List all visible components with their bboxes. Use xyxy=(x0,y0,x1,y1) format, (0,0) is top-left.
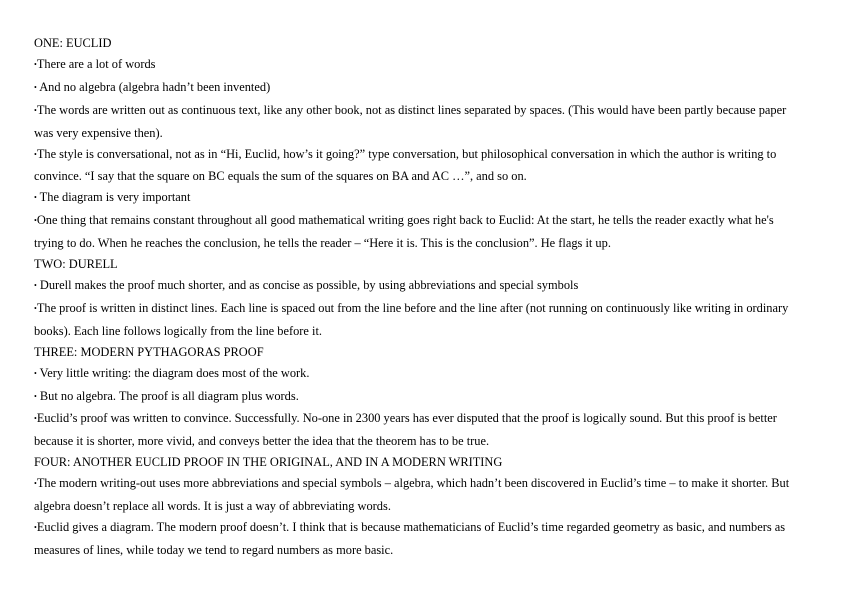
section-heading: THREE: MODERN PYTHAGORAS PROOF xyxy=(34,344,264,359)
bullet-text: Very little writing: the diagram does most of the work. xyxy=(36,365,310,380)
document-page xyxy=(34,33,804,561)
bullet-icon: • xyxy=(34,391,37,401)
bullet-icon: • xyxy=(34,105,37,115)
bullet-icon: • xyxy=(34,59,37,69)
bullet-text: One thing that remains constant throughout all good mathematical writing goes right back to Euclid: At the start, he tells the reader exactly what he's trying to do. When he reaches the conclusion, he tells the reader – “Here it is. This is the conclusion”. He flags it up. xyxy=(34,213,774,251)
bullet-item xyxy=(34,100,804,144)
bullet-text: The style is conversational, not as in “Hi, Euclid, how’s it going?” type conversation, but philosophical conversation in which the author is writing to convince. “I say that the square on BC equals the sum of the squares on BA and AC …”, and so on. xyxy=(34,146,777,184)
bullet-icon: • xyxy=(34,280,37,290)
bullet-text: But no algebra. The proof is all diagram plus words. xyxy=(36,388,299,403)
bullet-item xyxy=(34,298,804,342)
bullet-item xyxy=(34,210,804,254)
bullet-item xyxy=(34,275,804,298)
bullet-icon: • xyxy=(34,522,37,532)
bullet-item xyxy=(34,408,804,452)
bullet-icon: • xyxy=(34,303,37,313)
bullet-text: The diagram is very important xyxy=(36,190,191,205)
bullet-text: Durell makes the proof much shorter, and as concise as possible, by using abbreviations and special symbols xyxy=(36,277,579,292)
bullet-icon: • xyxy=(34,149,37,159)
bullet-item xyxy=(34,187,804,210)
section-heading: FOUR: ANOTHER EUCLID PROOF IN THE ORIGINAL, AND IN A MODERN WRITING xyxy=(34,455,503,470)
bullet-text: Euclid gives a diagram. The modern proof doesn’t. I think that is because mathematicians of Euclid’s time regarded geometry as basic, and numbers as measures of lines, while today we tend to regard numbers as more basic. xyxy=(34,519,786,557)
bullet-item xyxy=(34,473,804,517)
bullet-item xyxy=(34,54,804,77)
bullet-text: And no algebra (algebra hadn’t been invented) xyxy=(36,79,271,94)
bullet-text: Euclid’s proof was written to convince. Successfully. No-one in 2300 years has ever disputed that the proof is logically sound. But this proof is better because it is shorter, more vivid, and conveys better the idea that the theorem has to be true. xyxy=(34,411,777,449)
section-heading: TWO: DURELL xyxy=(34,257,118,272)
bullet-text: There are a lot of words xyxy=(36,56,156,71)
bullet-icon: • xyxy=(34,479,37,489)
section-heading: ONE: EUCLID xyxy=(34,36,112,50)
bullet-icon: • xyxy=(34,414,37,424)
bullet-item xyxy=(34,386,804,409)
bullet-text: The proof is written in distinct lines. Each line is spaced out from the line before and the line after (not running on continuously like writing in ordinary books). Each line follows logically from the line before it. xyxy=(34,300,789,338)
bullet-text: The words are written out as continuous text, like any other book, not as distinct lines separated by spaces. (This would have been partly because paper was very expensive then). xyxy=(34,102,787,140)
bullet-item xyxy=(34,363,804,386)
bullet-icon: • xyxy=(34,368,37,378)
bullet-item xyxy=(34,517,804,561)
bullet-icon: • xyxy=(34,193,37,203)
bullet-text: The modern writing-out uses more abbreviations and special symbols – algebra, which hadn’t been discovered in Euclid’s time – to make it shorter. But algebra doesn’t replace all words. It is just a way of abbreviating words. xyxy=(34,476,790,514)
bullet-icon: • xyxy=(34,216,37,226)
bullet-icon: • xyxy=(34,82,37,92)
bullet-item xyxy=(34,144,804,188)
bullet-item xyxy=(34,77,804,100)
